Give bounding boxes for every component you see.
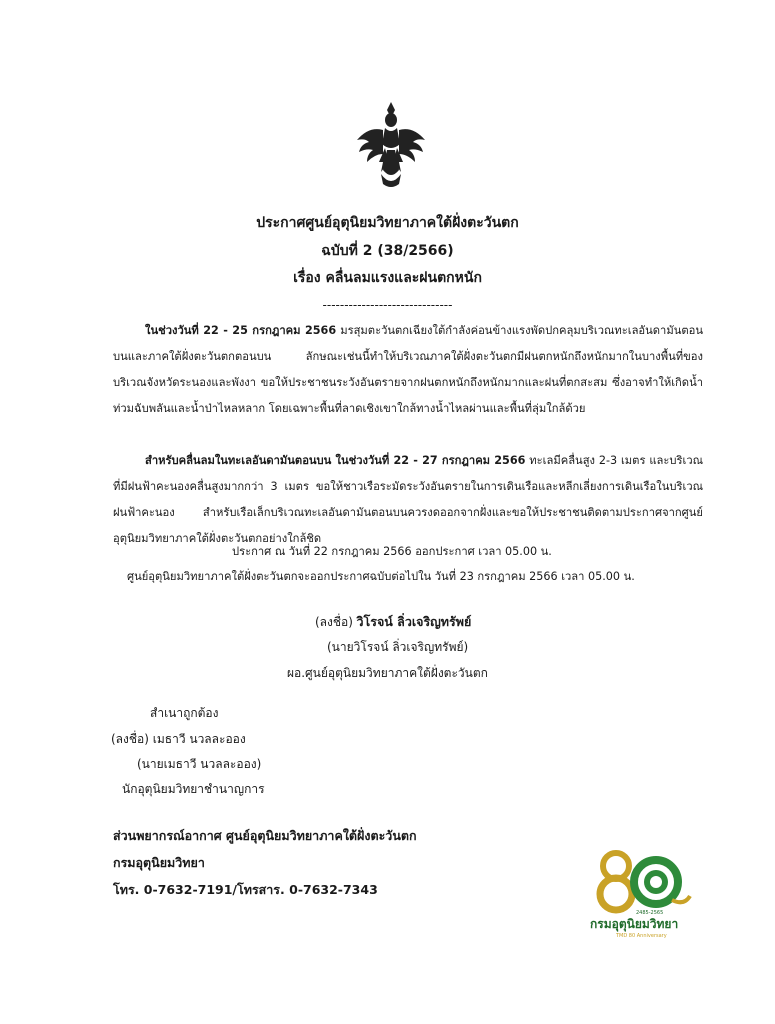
paragraph-rain-text: มรสุมตะวันตกเฉียงใต้กำลังค่อนข้างแรงพัดปกคลุมบริเวณทะเลอันดามันตอนบนและภาคใต้ฝั่งตะวันตกตอนบน ลักษณะเช่นนี้ทำให้บริเวณภาคใต้ฝั่งตะวันตกมีฝนตกหนักถึงหนักมากในบางพื้นที่ของบริเวณจังหวัดระนองและพังงา ขอให้ประชาชนระวังอันตรายจากฝนตกหนักถึงหนักมากและฝนที่ตกสะสม ซึ่งอาจทำให้เกิดน้ำท่วมฉับพลันและน้ำป่าไหลหลาก โดยเฉพาะพื้นที่ลาดเชิงเขาใกล้ทางน้ำไหลผ่านและพื้นที่ลุ่มใกล้ด้วย bbox=[113, 324, 703, 415]
tmd-80-anniversary-logo-icon bbox=[588, 850, 698, 940]
logo-years: 2485-2565 bbox=[636, 910, 664, 916]
signature-line bbox=[315, 612, 471, 632]
logo-org-name: กรมอุตุนิยมวิทยา bbox=[590, 917, 679, 931]
logo-subtitle: TMD 80 Anniversary bbox=[616, 933, 667, 939]
paragraph-waves bbox=[113, 448, 703, 552]
signer-full-name: (นายวิโรจน์ ลิ่วเจริญทรัพย์) bbox=[327, 640, 469, 654]
garuda-emblem-icon bbox=[355, 100, 427, 190]
paragraph-waves-text: ทะเลมีคลื่นสูง 2-3 เมตร และบริเวณที่มีฝนฟ้าคะนองคลื่นสูงมากกว่า 3 เมตร ขอให้ชาวเรือระมัดระวังอันตรายในการเดินเรือและหลีกเลี่ยงการเดินเรือในบริเวณฝนฟ้าคะนอง สำหรับเรือเล็กบริเวณทะเลอันดามันตอนบนควรงดออกจากฝั่งและขอให้ประชาชนติดตามประกาศจากศูนย์อุตุนิยมวิทยาภาคใต้ฝั่งตะวันตกอย่างใกล้ชิด bbox=[113, 454, 703, 545]
title-line1: ประกาศศูนย์อุตุนิยมวิทยาภาคใต้ฝั่งตะวันตก bbox=[256, 215, 519, 231]
certified-signed: (ลงชื่อ) เมธาวี นวลละออง bbox=[111, 732, 246, 746]
certified-full-name: (นายเมธาวี นวลละออง) bbox=[137, 757, 262, 771]
next-announcement-line: ศูนย์อุตุนิยมวิทยาภาคใต้ฝั่งตะวันตกจะออกประกาศฉบับต่อไปใน วันที่ 23 กรกฎาคม 2566 เวลา 05.00 น. bbox=[127, 570, 635, 583]
signature-prefix: (ลงชื่อ) bbox=[315, 615, 353, 629]
signature-name: วิโรจน์ ลิ่วเจริญทรัพย์ bbox=[356, 614, 472, 629]
certified-label: สำเนาถูกต้อง bbox=[150, 706, 219, 720]
announce-line: ประกาศ ณ วันที่ 22 กรกฎาคม 2566 ออกประกาศ เวลา 05.00 น. bbox=[232, 545, 552, 558]
certified-position: นักอุตุนิยมวิทยาชำนาญการ bbox=[122, 782, 265, 796]
paragraph-waves-lead: สำหรับคลื่นลมในทะเลอันดามันตอนบน ในช่วงวันที่ 22 - 27 กรกฎาคม 2566 bbox=[145, 454, 526, 467]
paragraph-rain bbox=[113, 318, 703, 422]
title-line2: ฉบับที่ 2 (38/2566) bbox=[321, 243, 454, 259]
paragraph-rain-lead: ในช่วงวันที่ 22 - 25 กรกฎาคม 2566 bbox=[145, 324, 337, 337]
title-line3: เรื่อง คลื่นลมแรงและฝนตกหนัก bbox=[293, 270, 482, 286]
footer-contact: โทร. 0-7632-7191/โทรสาร. 0-7632-7343 bbox=[113, 882, 378, 897]
footer-department: กรมอุตุนิยมวิทยา bbox=[113, 855, 205, 870]
signer-position: ผอ.ศูนย์อุตุนิยมวิทยาภาคใต้ฝั่งตะวันตก bbox=[287, 666, 488, 680]
footer-division: ส่วนพยากรณ์อากาศ ศูนย์อุตุนิยมวิทยาภาคใต้ฝั่งตะวันตก bbox=[113, 828, 417, 843]
title-divider: ------------------------------ bbox=[322, 298, 453, 312]
